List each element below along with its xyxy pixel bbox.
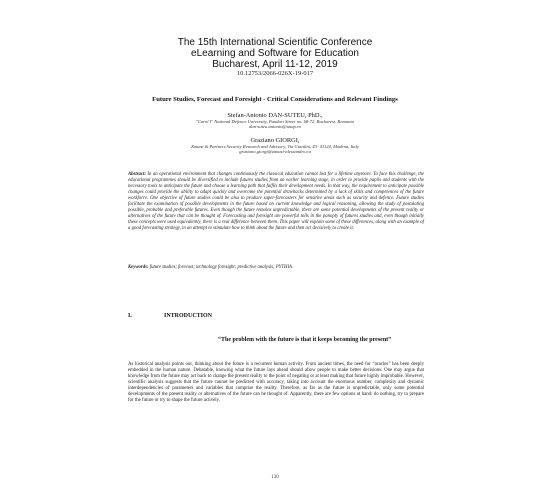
keywords-label: Keywords: — [128, 265, 149, 270]
author-block-2 — [0, 137, 550, 154]
section-title: INTRODUCTION — [164, 313, 213, 319]
author-email: graziano.giorgi@zanasi-alessandro.eu — [239, 149, 311, 154]
section-number: I. — [128, 313, 132, 319]
abstract-text: In an operational environment that changes continuously the classical education cannot last for a lifetime anymore. To face this challenge, the educational programmes should be diversified to include futures studies from an earlier learning stage, in order to provide pupils and students with the necessary tools to anticipate the future and choose a learning path that fulfils their development needs. In that way, the requirement to anticipate possible changes could provide the ability to adapt quickly and overcome the potential drawbacks determined by a lack of skills and competences of the future workforce. One objective of future studies could be also to produce super-forecasters for sensitive areas such as security and defence. Future studies facilitate the examination of possible developments in the future based on current knowledge and logical reasoning, allowing the study of postulating possible, probable and preferable futures. Even though the future remains unpredictable, there are some potential developments of the present reality or alternatives of the future that can be thought of. Forecasting and foresight are powerful tolls in the panoply of futures studies and, even though initially these concepts were used equivalently, there is a real difference between them. This paper will explain some of these differences, along with an example of a good forecasting strategy, in an attempt to stimulate how to think about the future and then act decisively to create it. — [128, 172, 424, 232]
doi: 10.12753/2066-026X-19-017 — [236, 70, 314, 77]
conference-subtitle — [0, 48, 550, 59]
conference-line-1: The 15th International Scientific Conference — [177, 37, 373, 48]
keywords-text: future studies; forecast; technology foresight; predictive analysis; PYTHIA. — [149, 265, 294, 270]
author-block-1 — [0, 112, 550, 129]
conference-line-3: Bucharest, April 11-12, 2019 — [212, 59, 338, 70]
intro-paragraph: As historical analysis points out, thinking about the future is a recurrent human activity. From ancient times, the need for “oracles” has been deeply embedded in the human nature. Debatable, knowing what the future lays ahead should allow people to make better decisions. One may argue that knowledge from the future may act back to change the present reality to the point of negating or at least making that future highly improbable. However, scientific analysis suggests that the future cannot be predicted with accuracy, taking into account the enormous number, complexity and dynamic interdependencies of parameters and variables that comprise the reality. Therefore, as far as the future is unpredictable, only some potential developments of the present reality or alternatives of the future can be thought of. Apparently, there are few options at hand: do nothing, try to prepare for the future or try to shape the future actively. — [128, 362, 424, 404]
section-heading — [128, 313, 212, 319]
epigraph-quote: “The problem with the future is that it keeps becoming the present” — [218, 337, 392, 343]
author-affiliation: Zanasi & Partners Security Research and Advisory, Via Giardini, 43- 41124, Modena, Italy — [191, 144, 359, 149]
page-number: 130 — [271, 475, 279, 480]
paper-title: Future Studies, Forecast and Foresight - Critical Considerations and Relevant Findings — [152, 96, 398, 103]
conference-title — [0, 37, 550, 48]
abstract — [128, 172, 424, 232]
keywords — [128, 265, 424, 270]
abstract-label: Abstract: — [128, 172, 146, 177]
author-name: Graziano GIORGI, — [250, 137, 300, 144]
author-affiliation: "Carol I" National Defence University, Panduri Street no. 68-72, Bucharest, Romania — [196, 119, 354, 124]
conference-location — [0, 59, 550, 70]
author-name: Stefan-Antonio DAN-SUTEU, PhD., — [227, 112, 323, 119]
conference-line-2: eLearning and Software for Education — [191, 48, 359, 59]
author-email: dan-suteu.antonio@unap.ro — [249, 124, 301, 129]
